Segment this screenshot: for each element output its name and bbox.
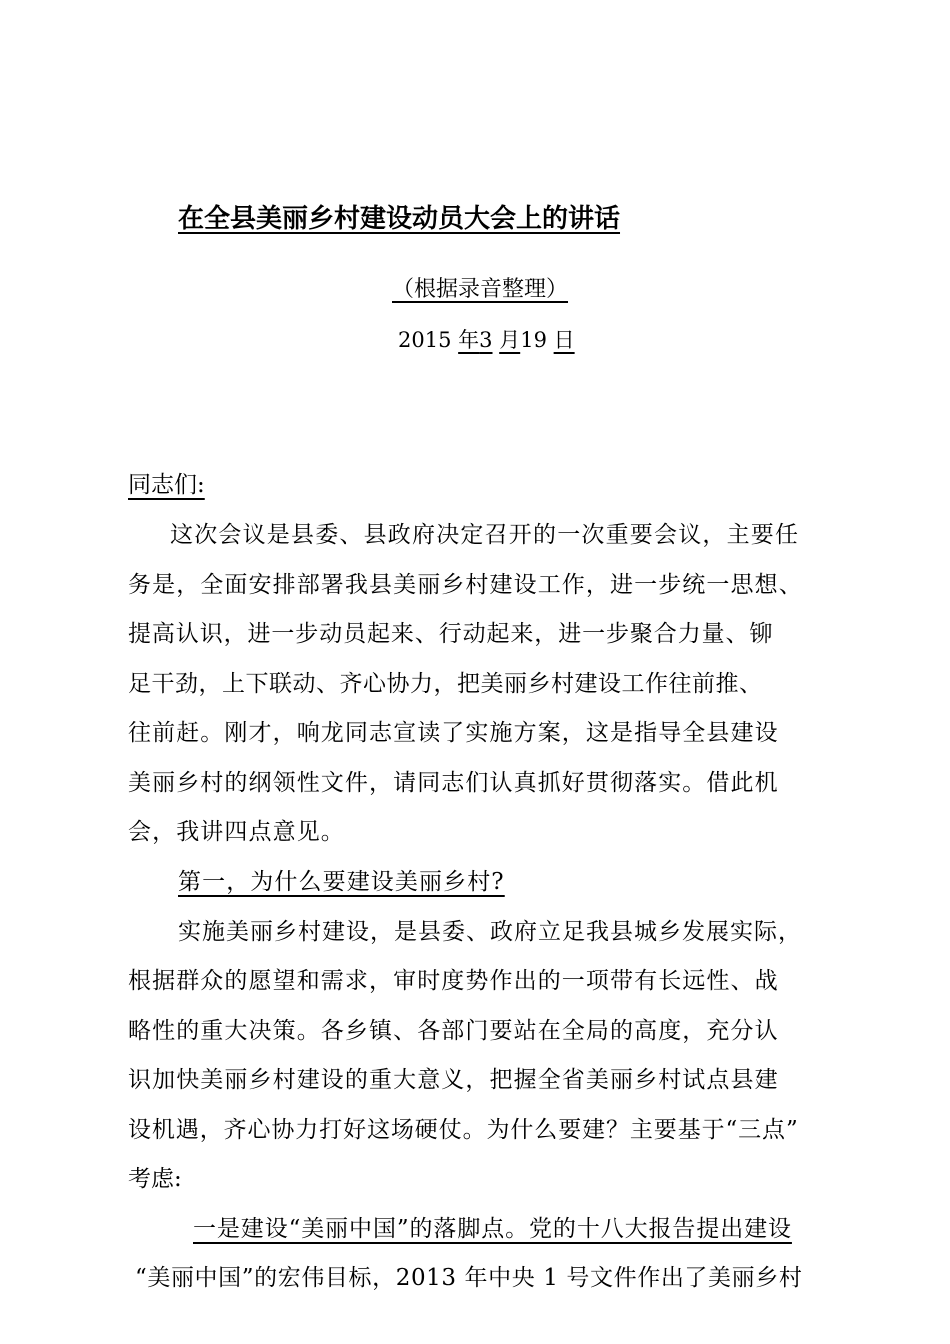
point-heading: 一是建设“美丽中国”的落脚点。党的十八大报告提出建设 — [193, 1216, 792, 1242]
paragraph-line: 实施美丽乡村建设，是县委、政府立足我县城乡发展实际， — [178, 919, 802, 945]
document-date — [398, 324, 575, 354]
document-subtitle: （根据录音整理） — [392, 277, 569, 302]
paragraph-line: 美丽乡村的纲领性文件，请同志们认真抓好贯彻落实。借此机 — [128, 770, 779, 796]
paragraph-line: 略性的重大决策。各乡镇、各部门要站在全局的高度，充分认 — [128, 1018, 779, 1044]
salutation: 同志们: — [128, 472, 205, 498]
paragraph-line: 设机遇，齐心协力打好这场硬仗。为什么要建？主要基于“三点” — [128, 1117, 799, 1143]
paragraph-line: 根据群众的愿望和需求，审时度势作出的一项带有长远性、战 — [128, 968, 779, 994]
paragraph-line: 识加快美丽乡村建设的重大意义，把握全省美丽乡村试点县建 — [128, 1067, 779, 1093]
date-day: 19 — [520, 328, 547, 352]
paragraph-line: 务是，全面安排部署我县美丽乡村建设工作，进一步统一思想、 — [128, 572, 803, 598]
date-month: 3 — [479, 328, 493, 352]
section-heading: 第一，为什么要建设美丽乡村? — [178, 869, 505, 895]
date-day-unit: 日 — [553, 328, 575, 352]
paragraph-line: 考虑: — [128, 1166, 182, 1192]
document-title: 在全县美丽乡村建设动员大会上的讲话 — [178, 204, 621, 234]
date-month-unit: 月 — [499, 328, 521, 352]
paragraph-line: 往前赶。刚才，响龙同志宣读了实施方案，这是指导全县建设 — [128, 720, 779, 746]
paragraph-line: 提高认识，进一步动员起来、行动起来，进一步聚合力量、铆 — [128, 621, 774, 647]
paragraph-line: 会，我讲四点意见。 — [128, 819, 345, 845]
paragraph-line: 足干劲，上下联动、齐心协力，把美丽乡村建设工作往前推、 — [128, 671, 763, 697]
paragraph-line: “美丽中国”的宏伟目标，2013 年中央 1 号文件作出了美丽乡村 — [135, 1265, 803, 1291]
date-year-unit: 年 — [458, 328, 480, 352]
paragraph-line: 这次会议是县委、县政府决定召开的一次重要会议，主要任 — [170, 522, 800, 548]
date-year: 2015 — [398, 328, 452, 352]
